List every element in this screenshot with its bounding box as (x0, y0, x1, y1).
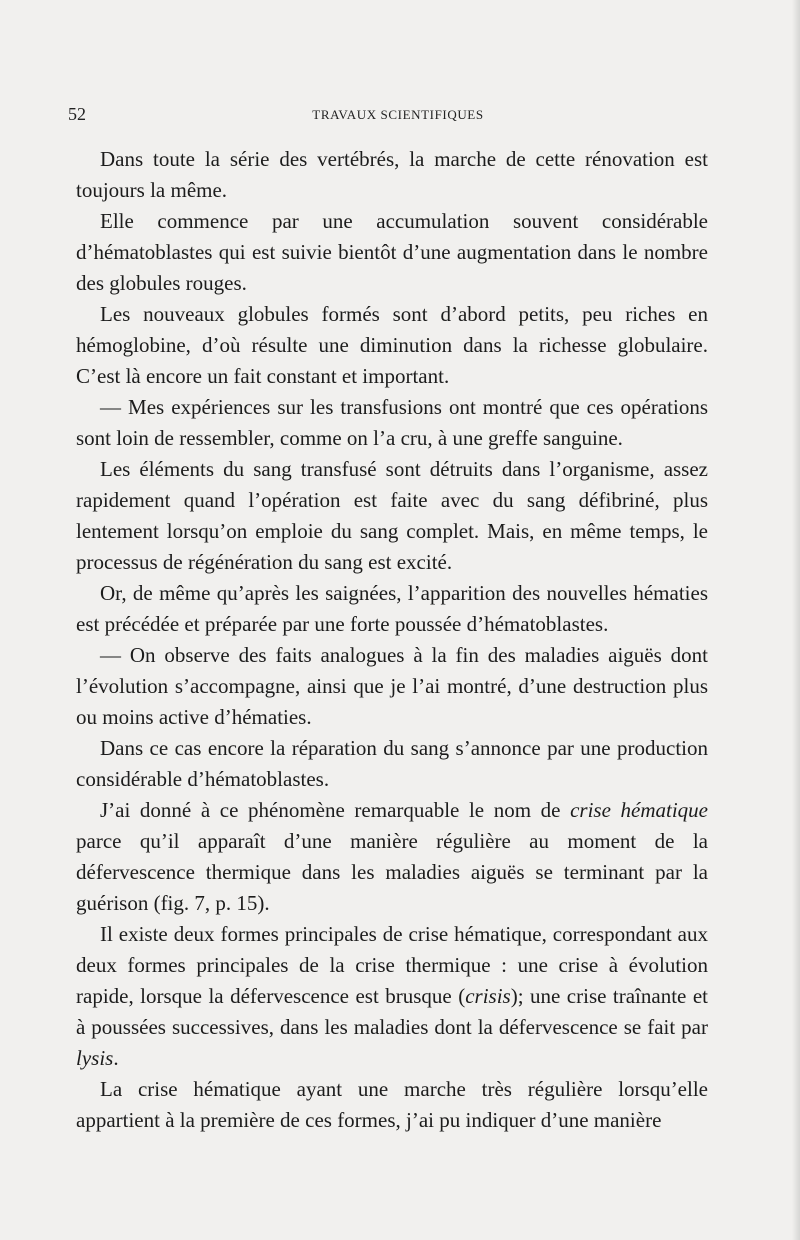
page-number: 52 (68, 104, 86, 124)
paragraph: — On observe des faits analogues à la fin des maladies aiguës dont l’évolution s’accompagne, ainsi que je l’ai montré, d’une destruction plus ou moins active d’hématies. (76, 643, 708, 729)
text-run: ); une crise traînante et à poussées successives, dans les maladies dont la défervescence se fait par (76, 984, 708, 1039)
paragraph: Les éléments du sang transfusé sont détruits dans l’organisme, assez rapidement quand l’opération est faite avec du sang défibriné, plus lentement lorsqu’on emploie du sang complet. Mais, en même temps, le processus de régénération du sang est excité. (76, 457, 708, 574)
text-run: Il existe deux formes principales de crise hématique, correspondant aux deux formes principales de la crise thermique : une crise à évolution rapide, lorsque la défervescence est brusque ( (76, 922, 708, 1008)
italic-term: crisis (465, 984, 511, 1008)
paragraph: Dans ce cas encore la réparation du sang s’annonce par une production considérable d’hématoblastes. (76, 736, 708, 791)
italic-term: lysis (76, 1046, 114, 1070)
paragraph (76, 795, 708, 919)
paragraph: Or, de même qu’après les saignées, l’apparition des nouvelles hématies est précédée et préparée par une forte poussée d’hématoblastes. (76, 581, 708, 636)
text-run: . (113, 1046, 119, 1070)
page-header (68, 104, 728, 128)
page-edge-shadow (792, 0, 800, 1240)
paragraph (76, 919, 708, 1074)
paragraph: Elle commence par une accumulation souvent considérable d’hématoblastes qui est suivie bientôt d’une augmentation dans le nombre des globules rouges. (76, 209, 708, 295)
paragraph: La crise hématique ayant une marche très régulière lorsqu’elle appartient à la première de ces formes, j’ai pu indiquer d’une manière (76, 1077, 708, 1132)
paragraph: Les nouveaux globules formés sont d’abord petits, peu riches en hémoglobine, d’où résulte une diminution dans la richesse globulaire. C’est là encore un fait constant et important. (76, 302, 708, 388)
body-text (76, 144, 708, 1136)
paragraph: — Mes expériences sur les transfusions ont montré que ces opérations sont loin de ressembler, comme on l’a cru, à une greffe sanguine. (76, 395, 708, 450)
italic-term: crise hématique (570, 798, 708, 822)
text-run: parce qu’il apparaît d’une manière régulière au moment de la défervescence thermique dans les maladies aiguës se terminant par la guérison (fig. 7, p. 15). (76, 829, 708, 915)
running-title: TRAVAUX SCIENTIFIQUES (312, 107, 484, 122)
text-run: J’ai donné à ce phénomène remarquable le nom de (100, 798, 571, 822)
paragraph: Dans toute la série des vertébrés, la marche de cette rénovation est toujours la même. (76, 147, 708, 202)
